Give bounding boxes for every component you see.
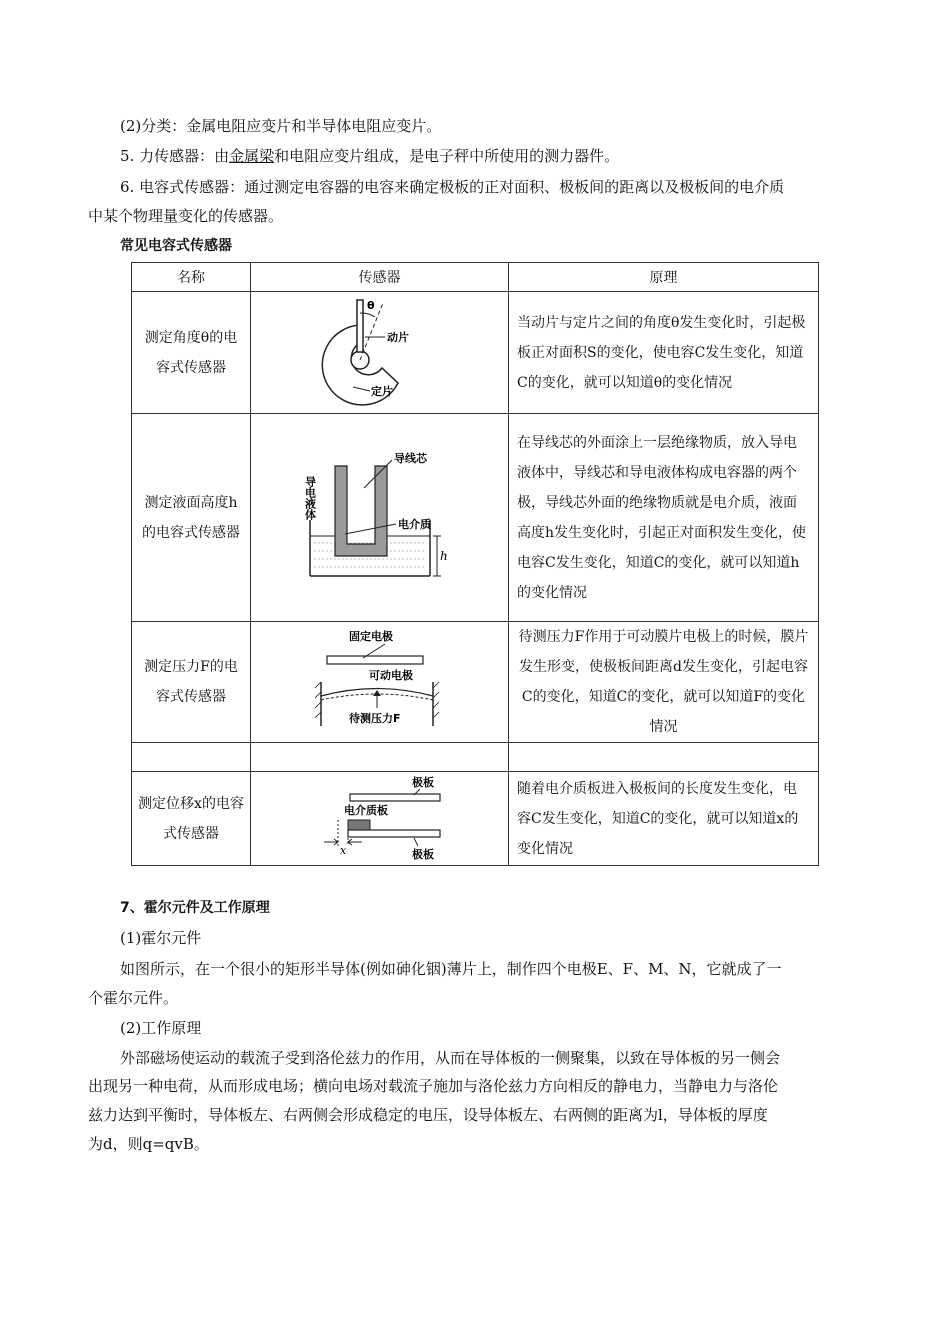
header-principle: 原理 [509,263,819,292]
table-row [132,292,819,414]
row-principle: 随着电介质板进入极板间的长度发生变化，电容C发生变化，知道C的变化，就可以知道x的变化情况 [509,772,819,866]
liquid-label: 导电液体 [303,475,316,520]
dielectric-label: 电介质 [397,517,431,531]
row-name: 测定位移x的电容式传感器 [132,772,251,866]
level-sensor-figure [251,414,509,622]
text-line: 中某个物理量变化的传感器。 [88,207,284,225]
row-principle: 当动片与定片之间的角度θ发生变化时，引起极板正对面积S的变化，使电容C发生变化，知道C的变化，就可以知道θ的变化情况 [509,292,819,414]
header-sensor: 传感器 [251,263,509,292]
table-row [132,772,819,866]
moving-plate-label: 动片 [386,330,409,344]
empty-row [132,743,819,772]
subsection-title: (1)霍尔元件 [120,929,202,947]
x-label: x [339,843,346,857]
header-name: 名称 [132,263,251,292]
underlined-term: 金属梁 [229,147,275,165]
angle-sensor-figure [251,292,509,414]
text-line: 6. 电容式传感器：通过测定电容器的电容来确定极板的正对面积、极板间的距离以及极板间的电介质 [120,178,785,196]
core-label: 导线芯 [393,451,427,465]
force-label: 待测压力F [348,712,401,725]
text-line: 5. 力传感器：由金属梁和电阻应变片组成，是电子秤中所使用的测力器件。 [120,147,620,165]
dielectric-plate-label: 电介质板 [343,803,388,817]
row-name: 测定压力F的电容式传感器 [132,622,251,743]
bottom-plate-label: 极板 [411,847,434,861]
fixed-plate-label: 定片 [370,384,393,398]
fixed-electrode-label: 固定电极 [348,630,393,643]
table-row [132,414,819,622]
movable-electrode-label: 可动电极 [368,669,413,682]
section-title: 7、霍尔元件及工作原理 [120,900,270,916]
subsection-title: (2)工作原理 [120,1019,202,1037]
sensor-table [131,262,819,866]
row-name: 测定角度θ的电容式传感器 [132,292,251,414]
table-heading: 常见电容式传感器 [120,238,232,254]
text-line: 个霍尔元件。 [88,989,179,1007]
row-name: 测定液面高度h的电容式传感器 [132,414,251,622]
displacement-sensor-figure [251,772,509,866]
text-line: 为d，则q=qvB。 [88,1135,209,1153]
table-header-row [132,263,819,292]
text-line: 兹力达到平衡时，导体板左、右两侧会形成稳定的电压，设导体板左、右两侧的距离为l，导体板的厚度 [88,1106,768,1124]
text-line: 如图所示，在一个很小的矩形半导体(例如砷化铟)薄片上，制作四个电极E、F、M、N，它就成了一 [120,960,782,978]
row-principle: 在导线芯的外面涂上一层绝缘物质，放入导电液体中，导线芯和导电液体构成电容器的两个极，导线芯外面的绝缘物质就是电介质，液面高度h发生变化时，引起正对面积发生变化，使电容C发生变化，知道C的变化，就可以知道h的变化情况 [509,414,819,622]
text-line: 出现另一种电荷，从而形成电场；横向电场对载流子施加与洛伦兹力方向相反的静电力，当静电力与洛伦 [88,1077,779,1095]
theta-label: θ [366,298,375,312]
text-line: (2)分类：金属电阻应变片和半导体电阻应变片。 [120,117,442,135]
row-principle: 待测压力F作用于可动膜片电极上的时候，膜片发生形变，使极板间距离d发生变化，引起电容C的变化，知道C的变化，就可以知道F的变化情况 [509,622,819,743]
top-plate-label: 极板 [411,775,434,789]
h-label: h [439,548,448,563]
text-line: 外部磁场使运动的载流子受到洛伦兹力的作用，从而在导体板的一侧聚集，以致在导体板的另一侧会 [120,1049,781,1067]
table-row [132,622,819,743]
pressure-sensor-figure [251,622,509,743]
